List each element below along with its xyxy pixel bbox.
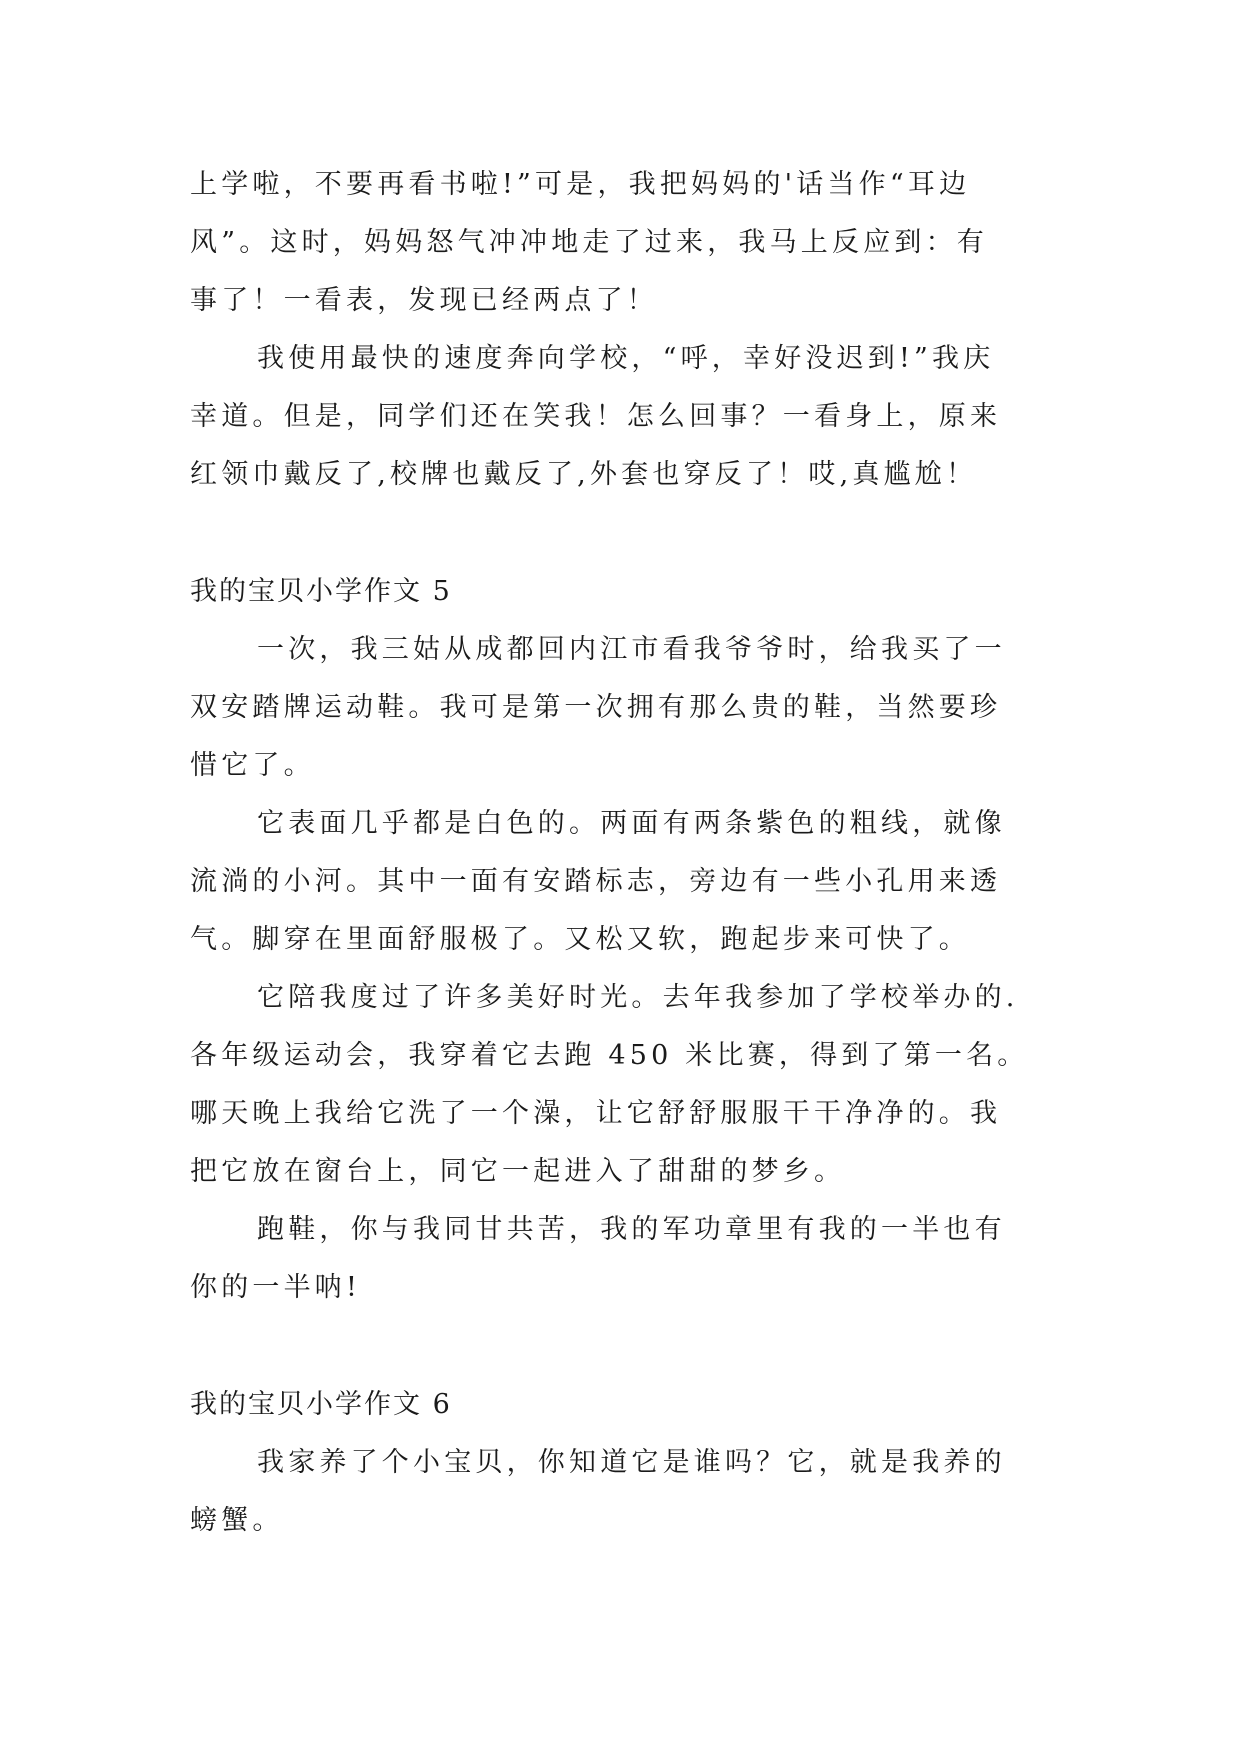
paragraph-line: 你的一半呐! [190, 1272, 362, 1303]
paragraph-line: 螃蟹。 [190, 1505, 284, 1536]
paragraph-line: 它陪我度过了许多美好时光。去年我参加了学校举办的. [257, 982, 1019, 1013]
paragraph-line: 风”。这时，妈妈怒气冲冲地走了过来，我马上反应到：有 [190, 227, 989, 258]
paragraph-line: 它表面几乎都是白色的。两面有两条紫色的粗线，就像 [257, 808, 1006, 839]
paragraph-line: 双安踏牌运动鞋。我可是第一次拥有那么贵的鞋，当然要珍 [190, 692, 1002, 723]
paragraph-line: 事了！一看表，发现已经两点了！ [190, 285, 658, 316]
paragraph-line: 我家养了个小宝贝，你知道它是谁吗？它，就是我养的 [257, 1447, 1006, 1478]
paragraph-line: 哪天晚上我给它洗了一个澡，让它舒舒服服干干净净的。我 [190, 1098, 1002, 1129]
paragraph-line: 把它放在窗台上，同它一起进入了甜甜的梦乡。 [190, 1156, 846, 1187]
paragraph-line: 我使用最快的速度奔向学校，“呼，幸好没迟到!”我庆 [257, 343, 995, 374]
paragraph-line: 惜它了。 [190, 750, 315, 781]
paragraph-line: 流淌的小河。其中一面有安踏标志，旁边有一些小孔用来透 [190, 866, 1002, 897]
paragraph-line: 跑鞋，你与我同甘共苦，我的军功章里有我的一半也有 [257, 1214, 1006, 1245]
paragraph-line: 一次，我三姑从成都回内江市看我爷爷时，给我买了一 [257, 634, 1006, 665]
paragraph-line: 红领巾戴反了,校牌也戴反了,外套也穿反了！哎,真尴尬！ [190, 459, 978, 490]
paragraph-line: 各年级运动会，我穿着它去跑 450 米比赛，得到了第一名。 [190, 1040, 1029, 1071]
section-heading: 我的宝贝小学作文 6 [190, 1389, 452, 1420]
paragraph-line: 上学啦，不要再看书啦!”可是，我把妈妈的'话当作“耳边 [190, 169, 971, 200]
paragraph-line: 幸道。但是，同学们还在笑我！怎么回事？一看身上，原来 [190, 401, 1002, 432]
paragraph-line: 气。脚穿在里面舒服极了。又松又软，跑起步来可快了。 [190, 924, 970, 955]
section-heading: 我的宝贝小学作文 5 [190, 576, 452, 607]
